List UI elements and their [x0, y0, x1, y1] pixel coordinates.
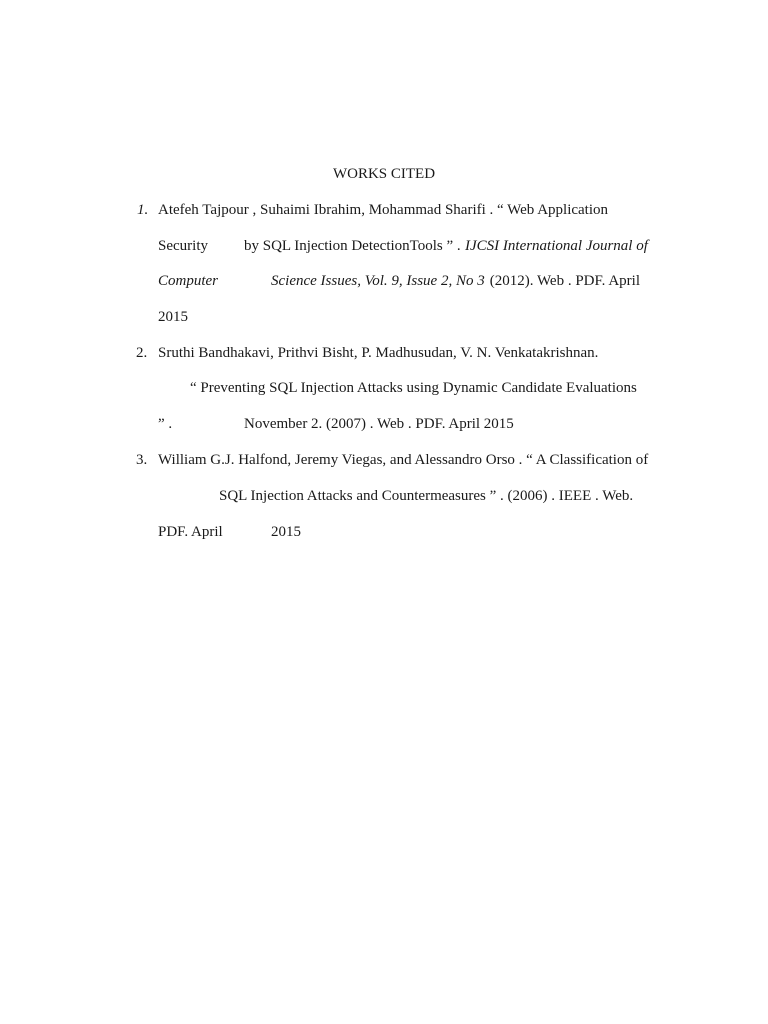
citation-3-line-3b: 2015: [271, 524, 301, 540]
citation-3-line-1: William G.J. Halfond, Jeremy Viegas, and Alessandro Orso . “ A Classification of: [158, 452, 649, 468]
citation-2-line-1: Sruthi Bandhakavi, Prithvi Bisht, P. Madhusudan, V. N. Venkatakrishnan.: [158, 345, 599, 361]
citation-2-line-3b: November 2. (2007) . Web . PDF. April 2015: [244, 416, 514, 432]
citation-1-line-2b: by SQL Injection DetectionTools ” .: [244, 238, 465, 254]
citation-2-line-2: “ Preventing SQL Injection Attacks using Dynamic Candidate Evaluations: [190, 380, 637, 396]
citation-1-line-1: Atefeh Tajpour , Suhaimi Ibrahim, Mohammad Sharifi . “ Web Application: [158, 202, 609, 218]
citation-1-line-2a: Security: [158, 238, 208, 254]
citation-2-number: 2.: [136, 345, 148, 361]
citation-3-number: 3.: [136, 452, 148, 468]
citation-1-line-3a: Computer: [158, 273, 218, 289]
citation-1-line-4: 2015: [158, 309, 188, 325]
citation-1-journal: IJCSI International Journal of: [465, 238, 648, 254]
citation-1-volume: Science Issues, Vol. 9, Issue 2, No 3: [271, 273, 485, 289]
citation-3-line-2: SQL Injection Attacks and Countermeasures ” . (2006) . IEEE . Web.: [219, 488, 634, 504]
citation-3-line-3a: PDF. April: [158, 524, 223, 540]
page-title: WORKS CITED: [332, 166, 436, 182]
citation-1-line-3c: (2012). Web . PDF. April: [486, 273, 640, 289]
citation-2-line-3a: ” .: [158, 416, 173, 432]
citation-1-number: 1.: [137, 202, 149, 218]
